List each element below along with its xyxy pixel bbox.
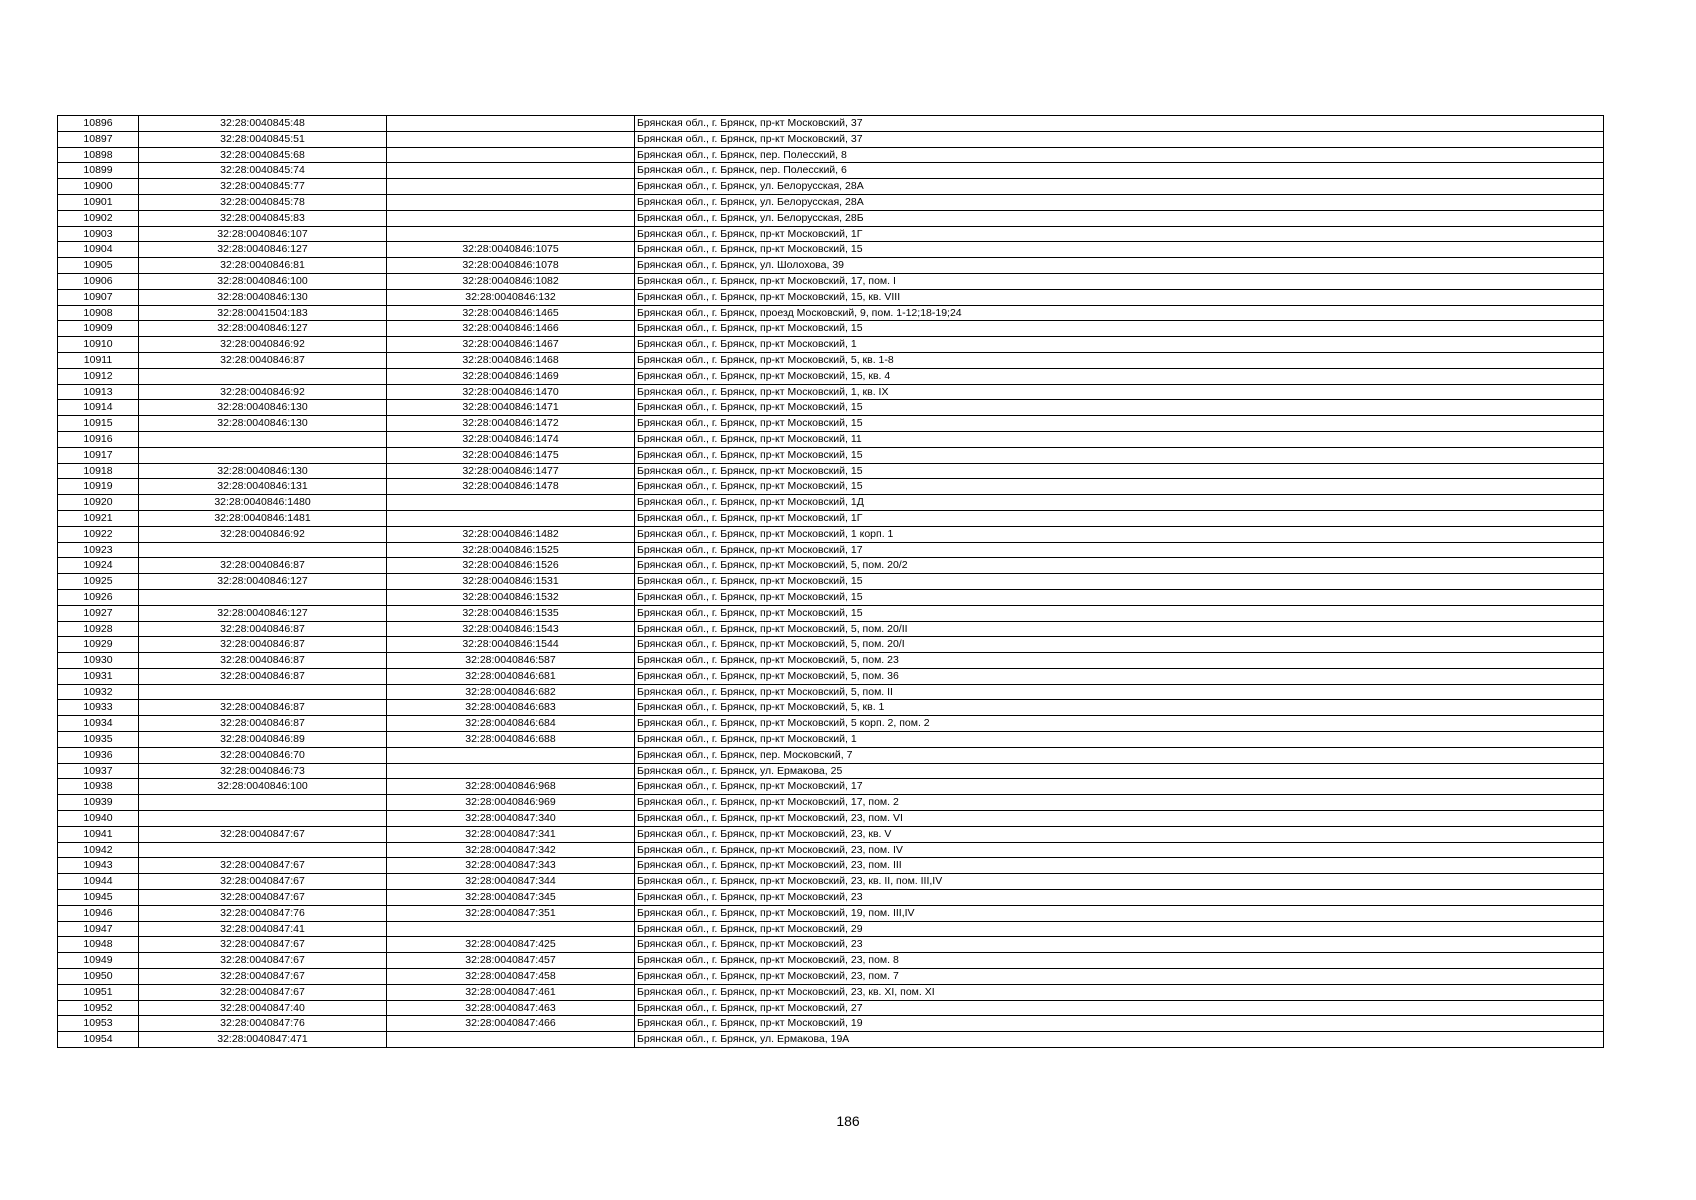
row-number-cell: 10947 <box>58 921 139 937</box>
address-cell: Брянская обл., г. Брянск, пр-кт Московский, 15 <box>635 400 1604 416</box>
land-cadastral-number-cell: 32:28:0040846:130 <box>139 400 387 416</box>
page-number: 186 <box>836 1113 860 1129</box>
address-cell: Брянская обл., г. Брянск, пр-кт Московский, 23, пом. VI <box>635 811 1604 827</box>
row-number-cell: 10939 <box>58 795 139 811</box>
object-cadastral-number-cell: 32:28:0040846:1482 <box>387 526 635 542</box>
address-cell: Брянская обл., г. Брянск, ул. Белорусская, 28Б <box>635 210 1604 226</box>
address-cell: Брянская обл., г. Брянск, пр-кт Московский, 17 <box>635 779 1604 795</box>
object-cadastral-number-cell: 32:28:0040846:1467 <box>387 337 635 353</box>
registry-table <box>57 115 1604 1048</box>
land-cadastral-number-cell: 32:28:0040846:130 <box>139 463 387 479</box>
object-cadastral-number-cell: 32:28:0040846:1468 <box>387 352 635 368</box>
row-number-cell: 10943 <box>58 858 139 874</box>
row-number-cell: 10901 <box>58 194 139 210</box>
object-cadastral-number-cell: 32:28:0040847:425 <box>387 937 635 953</box>
land-cadastral-number-cell <box>139 842 387 858</box>
table-row <box>58 653 1604 669</box>
table-row <box>58 1032 1604 1048</box>
address-cell: Брянская обл., г. Брянск, пр-кт Московский, 15 <box>635 416 1604 432</box>
row-number-cell: 10920 <box>58 495 139 511</box>
object-cadastral-number-cell <box>387 179 635 195</box>
row-number-cell: 10945 <box>58 890 139 906</box>
land-cadastral-number-cell: 32:28:0040847:67 <box>139 858 387 874</box>
table-row <box>58 621 1604 637</box>
land-cadastral-number-cell <box>139 589 387 605</box>
land-cadastral-number-cell <box>139 447 387 463</box>
table-row <box>58 400 1604 416</box>
land-cadastral-number-cell: 32:28:0040846:100 <box>139 273 387 289</box>
address-cell: Брянская обл., г. Брянск, пр-кт Московский, 15 <box>635 605 1604 621</box>
land-cadastral-number-cell: 32:28:0040846:92 <box>139 384 387 400</box>
object-cadastral-number-cell <box>387 194 635 210</box>
row-number-cell: 10898 <box>58 147 139 163</box>
land-cadastral-number-cell: 32:28:0040846:130 <box>139 416 387 432</box>
land-cadastral-number-cell <box>139 542 387 558</box>
table-row <box>58 558 1604 574</box>
object-cadastral-number-cell: 32:28:0040846:1544 <box>387 637 635 653</box>
object-cadastral-number-cell: 32:28:0040847:344 <box>387 874 635 890</box>
object-cadastral-number-cell: 32:28:0040847:463 <box>387 1000 635 1016</box>
address-cell: Брянская обл., г. Брянск, пр-кт Московский, 23, кв. XI, пом. XI <box>635 984 1604 1000</box>
address-cell: Брянская обл., г. Брянск, пр-кт Московский, 1Г <box>635 510 1604 526</box>
table-row <box>58 479 1604 495</box>
land-cadastral-number-cell: 32:28:0040847:76 <box>139 905 387 921</box>
address-cell: Брянская обл., г. Брянск, пр-кт Московский, 15, кв. VIII <box>635 289 1604 305</box>
address-cell: Брянская обл., г. Брянск, пр-кт Московский, 23, пом. III <box>635 858 1604 874</box>
table-row <box>58 226 1604 242</box>
table-row <box>58 447 1604 463</box>
table-row <box>58 684 1604 700</box>
object-cadastral-number-cell: 32:28:0040846:968 <box>387 779 635 795</box>
object-cadastral-number-cell: 32:28:0040846:1082 <box>387 273 635 289</box>
object-cadastral-number-cell: 32:28:0040846:969 <box>387 795 635 811</box>
address-cell: Брянская обл., г. Брянск, проезд Московский, 9, пом. 1-12;18-19;24 <box>635 305 1604 321</box>
land-cadastral-number-cell: 32:28:0040846:107 <box>139 226 387 242</box>
row-number-cell: 10921 <box>58 510 139 526</box>
address-cell: Брянская обл., г. Брянск, ул. Ермакова, 19А <box>635 1032 1604 1048</box>
object-cadastral-number-cell: 32:28:0040846:1531 <box>387 574 635 590</box>
address-cell: Брянская обл., г. Брянск, пр-кт Московский, 15 <box>635 463 1604 479</box>
table-row <box>58 368 1604 384</box>
land-cadastral-number-cell: 32:28:0040846:127 <box>139 605 387 621</box>
registry-table-body <box>58 116 1604 1048</box>
table-row <box>58 384 1604 400</box>
row-number-cell: 10949 <box>58 953 139 969</box>
address-cell: Брянская обл., г. Брянск, пр-кт Московский, 23, кв. V <box>635 826 1604 842</box>
land-cadastral-number-cell <box>139 795 387 811</box>
address-cell: Брянская обл., г. Брянск, пр-кт Московский, 23, пом. 7 <box>635 969 1604 985</box>
object-cadastral-number-cell: 32:28:0040846:681 <box>387 668 635 684</box>
address-cell: Брянская обл., г. Брянск, пр-кт Московский, 15 <box>635 447 1604 463</box>
land-cadastral-number-cell: 32:28:0040846:73 <box>139 763 387 779</box>
table-row <box>58 969 1604 985</box>
table-row <box>58 842 1604 858</box>
table-row <box>58 163 1604 179</box>
row-number-cell: 10954 <box>58 1032 139 1048</box>
land-cadastral-number-cell: 32:28:0040847:67 <box>139 969 387 985</box>
table-row <box>58 890 1604 906</box>
table-row <box>58 337 1604 353</box>
row-number-cell: 10931 <box>58 668 139 684</box>
land-cadastral-number-cell: 32:28:0040846:87 <box>139 352 387 368</box>
row-number-cell: 10935 <box>58 732 139 748</box>
object-cadastral-number-cell <box>387 131 635 147</box>
row-number-cell: 10948 <box>58 937 139 953</box>
table-row <box>58 542 1604 558</box>
table-row <box>58 131 1604 147</box>
object-cadastral-number-cell: 32:28:0040847:351 <box>387 905 635 921</box>
address-cell: Брянская обл., г. Брянск, пр-кт Московский, 5, кв. 1 <box>635 700 1604 716</box>
table-row <box>58 273 1604 289</box>
object-cadastral-number-cell: 32:28:0040846:1471 <box>387 400 635 416</box>
object-cadastral-number-cell: 32:28:0040846:1475 <box>387 447 635 463</box>
land-cadastral-number-cell: 32:28:0040846:131 <box>139 479 387 495</box>
land-cadastral-number-cell: 32:28:0040846:130 <box>139 289 387 305</box>
object-cadastral-number-cell: 32:28:0040846:1078 <box>387 258 635 274</box>
land-cadastral-number-cell: 32:28:0040845:48 <box>139 116 387 132</box>
table-row <box>58 905 1604 921</box>
land-cadastral-number-cell: 32:28:0040845:83 <box>139 210 387 226</box>
table-row <box>58 668 1604 684</box>
table-row <box>58 637 1604 653</box>
table-row <box>58 826 1604 842</box>
table-row <box>58 589 1604 605</box>
address-cell: Брянская обл., г. Брянск, пер. Полесский, 6 <box>635 163 1604 179</box>
land-cadastral-number-cell: 32:28:0040845:51 <box>139 131 387 147</box>
land-cadastral-number-cell: 32:28:0040847:67 <box>139 984 387 1000</box>
object-cadastral-number-cell: 32:28:0040846:587 <box>387 653 635 669</box>
row-number-cell: 10940 <box>58 811 139 827</box>
address-cell: Брянская обл., г. Брянск, пр-кт Московский, 29 <box>635 921 1604 937</box>
address-cell: Брянская обл., г. Брянск, пр-кт Московский, 37 <box>635 116 1604 132</box>
object-cadastral-number-cell: 32:28:0040847:345 <box>387 890 635 906</box>
object-cadastral-number-cell: 32:28:0040847:342 <box>387 842 635 858</box>
row-number-cell: 10950 <box>58 969 139 985</box>
row-number-cell: 10938 <box>58 779 139 795</box>
object-cadastral-number-cell <box>387 163 635 179</box>
table-row <box>58 431 1604 447</box>
land-cadastral-number-cell: 32:28:0040846:87 <box>139 558 387 574</box>
table-row <box>58 700 1604 716</box>
address-cell: Брянская обл., г. Брянск, ул. Шолохова, 39 <box>635 258 1604 274</box>
object-cadastral-number-cell: 32:28:0040846:1543 <box>387 621 635 637</box>
row-number-cell: 10944 <box>58 874 139 890</box>
row-number-cell: 10905 <box>58 258 139 274</box>
row-number-cell: 10952 <box>58 1000 139 1016</box>
row-number-cell: 10911 <box>58 352 139 368</box>
address-cell: Брянская обл., г. Брянск, ул. Белорусская, 28А <box>635 179 1604 195</box>
object-cadastral-number-cell <box>387 763 635 779</box>
address-cell: Брянская обл., г. Брянск, пер. Полесский, 8 <box>635 147 1604 163</box>
land-cadastral-number-cell: 32:28:0040847:67 <box>139 937 387 953</box>
row-number-cell: 10908 <box>58 305 139 321</box>
row-number-cell: 10907 <box>58 289 139 305</box>
row-number-cell: 10941 <box>58 826 139 842</box>
table-row <box>58 747 1604 763</box>
land-cadastral-number-cell <box>139 811 387 827</box>
object-cadastral-number-cell: 32:28:0040846:1474 <box>387 431 635 447</box>
land-cadastral-number-cell: 32:28:0040846:87 <box>139 700 387 716</box>
address-cell: Брянская обл., г. Брянск, пр-кт Московский, 15 <box>635 574 1604 590</box>
row-number-cell: 10934 <box>58 716 139 732</box>
address-cell: Брянская обл., г. Брянск, пр-кт Московский, 37 <box>635 131 1604 147</box>
object-cadastral-number-cell <box>387 116 635 132</box>
row-number-cell: 10902 <box>58 210 139 226</box>
row-number-cell: 10937 <box>58 763 139 779</box>
row-number-cell: 10926 <box>58 589 139 605</box>
table-row <box>58 258 1604 274</box>
land-cadastral-number-cell: 32:28:0040846:127 <box>139 574 387 590</box>
row-number-cell: 10906 <box>58 273 139 289</box>
address-cell: Брянская обл., г. Брянск, пер. Московский, 7 <box>635 747 1604 763</box>
row-number-cell: 10897 <box>58 131 139 147</box>
object-cadastral-number-cell: 32:28:0040846:1469 <box>387 368 635 384</box>
land-cadastral-number-cell: 32:28:0040846:1480 <box>139 495 387 511</box>
object-cadastral-number-cell: 32:28:0040846:684 <box>387 716 635 732</box>
address-cell: Брянская обл., г. Брянск, пр-кт Московский, 5, пом. 20/I <box>635 637 1604 653</box>
object-cadastral-number-cell: 32:28:0040847:343 <box>387 858 635 874</box>
address-cell: Брянская обл., г. Брянск, пр-кт Московский, 15 <box>635 321 1604 337</box>
object-cadastral-number-cell: 32:28:0040846:1532 <box>387 589 635 605</box>
table-row <box>58 495 1604 511</box>
table-row <box>58 811 1604 827</box>
table-row <box>58 953 1604 969</box>
object-cadastral-number-cell <box>387 747 635 763</box>
address-cell: Брянская обл., г. Брянск, пр-кт Московский, 15, кв. 4 <box>635 368 1604 384</box>
row-number-cell: 10923 <box>58 542 139 558</box>
land-cadastral-number-cell <box>139 431 387 447</box>
table-row <box>58 305 1604 321</box>
address-cell: Брянская обл., г. Брянск, пр-кт Московский, 5, пом. 20/II <box>635 621 1604 637</box>
land-cadastral-number-cell: 32:28:0040846:87 <box>139 637 387 653</box>
land-cadastral-number-cell <box>139 368 387 384</box>
object-cadastral-number-cell <box>387 210 635 226</box>
row-number-cell: 10899 <box>58 163 139 179</box>
land-cadastral-number-cell: 32:28:0040847:67 <box>139 890 387 906</box>
row-number-cell: 10929 <box>58 637 139 653</box>
object-cadastral-number-cell: 32:28:0040846:682 <box>387 684 635 700</box>
land-cadastral-number-cell: 32:28:0040846:127 <box>139 242 387 258</box>
address-cell: Брянская обл., г. Брянск, пр-кт Московский, 23 <box>635 890 1604 906</box>
address-cell: Брянская обл., г. Брянск, пр-кт Московский, 17 <box>635 542 1604 558</box>
address-cell: Брянская обл., г. Брянск, пр-кт Московский, 5, кв. 1-8 <box>635 352 1604 368</box>
object-cadastral-number-cell <box>387 1032 635 1048</box>
object-cadastral-number-cell: 32:28:0040846:1477 <box>387 463 635 479</box>
object-cadastral-number-cell: 32:28:0040846:1478 <box>387 479 635 495</box>
row-number-cell: 10916 <box>58 431 139 447</box>
address-cell: Брянская обл., г. Брянск, пр-кт Московский, 15 <box>635 479 1604 495</box>
row-number-cell: 10930 <box>58 653 139 669</box>
land-cadastral-number-cell <box>139 684 387 700</box>
table-row <box>58 352 1604 368</box>
row-number-cell: 10904 <box>58 242 139 258</box>
land-cadastral-number-cell: 32:28:0040847:471 <box>139 1032 387 1048</box>
address-cell: Брянская обл., г. Брянск, пр-кт Московский, 17, пом. 2 <box>635 795 1604 811</box>
table-row <box>58 194 1604 210</box>
row-number-cell: 10903 <box>58 226 139 242</box>
land-cadastral-number-cell: 32:28:0040846:87 <box>139 653 387 669</box>
address-cell: Брянская обл., г. Брянск, пр-кт Московский, 23, пом. IV <box>635 842 1604 858</box>
address-cell: Брянская обл., г. Брянск, пр-кт Московский, 19, пом. III,IV <box>635 905 1604 921</box>
land-cadastral-number-cell: 32:28:0040846:87 <box>139 621 387 637</box>
object-cadastral-number-cell: 32:28:0040847:461 <box>387 984 635 1000</box>
object-cadastral-number-cell: 32:28:0040847:341 <box>387 826 635 842</box>
land-cadastral-number-cell: 32:28:0041504:183 <box>139 305 387 321</box>
address-cell: Брянская обл., г. Брянск, пр-кт Московский, 17, пом. I <box>635 273 1604 289</box>
land-cadastral-number-cell: 32:28:0040846:1481 <box>139 510 387 526</box>
address-cell: Брянская обл., г. Брянск, пр-кт Московский, 19 <box>635 1016 1604 1032</box>
object-cadastral-number-cell: 32:28:0040846:1525 <box>387 542 635 558</box>
object-cadastral-number-cell: 32:28:0040846:1465 <box>387 305 635 321</box>
land-cadastral-number-cell: 32:28:0040847:40 <box>139 1000 387 1016</box>
row-number-cell: 10936 <box>58 747 139 763</box>
address-cell: Брянская обл., г. Брянск, пр-кт Московский, 15 <box>635 242 1604 258</box>
address-cell: Брянская обл., г. Брянск, ул. Белорусская, 28А <box>635 194 1604 210</box>
table-row <box>58 874 1604 890</box>
table-row <box>58 289 1604 305</box>
row-number-cell: 10909 <box>58 321 139 337</box>
land-cadastral-number-cell: 32:28:0040846:92 <box>139 337 387 353</box>
address-cell: Брянская обл., г. Брянск, пр-кт Московский, 1Г <box>635 226 1604 242</box>
land-cadastral-number-cell: 32:28:0040847:41 <box>139 921 387 937</box>
table-row <box>58 242 1604 258</box>
address-cell: Брянская обл., г. Брянск, ул. Ермакова, 25 <box>635 763 1604 779</box>
object-cadastral-number-cell: 32:28:0040847:466 <box>387 1016 635 1032</box>
table-row <box>58 574 1604 590</box>
land-cadastral-number-cell: 32:28:0040846:87 <box>139 668 387 684</box>
object-cadastral-number-cell <box>387 226 635 242</box>
table-row <box>58 1016 1604 1032</box>
address-cell: Брянская обл., г. Брянск, пр-кт Московский, 27 <box>635 1000 1604 1016</box>
table-row <box>58 1000 1604 1016</box>
row-number-cell: 10933 <box>58 700 139 716</box>
address-cell: Брянская обл., г. Брянск, пр-кт Московский, 15 <box>635 589 1604 605</box>
land-cadastral-number-cell: 32:28:0040846:87 <box>139 716 387 732</box>
object-cadastral-number-cell: 32:28:0040847:340 <box>387 811 635 827</box>
table-row <box>58 463 1604 479</box>
land-cadastral-number-cell: 32:28:0040847:76 <box>139 1016 387 1032</box>
table-row <box>58 795 1604 811</box>
row-number-cell: 10900 <box>58 179 139 195</box>
address-cell: Брянская обл., г. Брянск, пр-кт Московский, 1 корп. 1 <box>635 526 1604 542</box>
row-number-cell: 10912 <box>58 368 139 384</box>
table-row <box>58 779 1604 795</box>
land-cadastral-number-cell: 32:28:0040845:68 <box>139 147 387 163</box>
object-cadastral-number-cell: 32:28:0040846:683 <box>387 700 635 716</box>
object-cadastral-number-cell: 32:28:0040846:1470 <box>387 384 635 400</box>
object-cadastral-number-cell: 32:28:0040846:1535 <box>387 605 635 621</box>
land-cadastral-number-cell: 32:28:0040845:74 <box>139 163 387 179</box>
row-number-cell: 10946 <box>58 905 139 921</box>
table-row <box>58 510 1604 526</box>
table-row <box>58 526 1604 542</box>
address-cell: Брянская обл., г. Брянск, пр-кт Московский, 1Д <box>635 495 1604 511</box>
address-cell: Брянская обл., г. Брянск, пр-кт Московский, 5, пом. 20/2 <box>635 558 1604 574</box>
land-cadastral-number-cell: 32:28:0040847:67 <box>139 826 387 842</box>
table-row <box>58 416 1604 432</box>
land-cadastral-number-cell: 32:28:0040846:127 <box>139 321 387 337</box>
land-cadastral-number-cell: 32:28:0040846:81 <box>139 258 387 274</box>
address-cell: Брянская обл., г. Брянск, пр-кт Московский, 23, кв. II, пом. III,IV <box>635 874 1604 890</box>
row-number-cell: 10910 <box>58 337 139 353</box>
object-cadastral-number-cell: 32:28:0040846:1526 <box>387 558 635 574</box>
row-number-cell: 10918 <box>58 463 139 479</box>
land-cadastral-number-cell: 32:28:0040846:92 <box>139 526 387 542</box>
object-cadastral-number-cell: 32:28:0040846:1466 <box>387 321 635 337</box>
address-cell: Брянская обл., г. Брянск, пр-кт Московский, 5 корп. 2, пом. 2 <box>635 716 1604 732</box>
address-cell: Брянская обл., г. Брянск, пр-кт Московский, 5, пом. 36 <box>635 668 1604 684</box>
table-row <box>58 984 1604 1000</box>
table-row <box>58 716 1604 732</box>
row-number-cell: 10896 <box>58 116 139 132</box>
row-number-cell: 10925 <box>58 574 139 590</box>
table-row <box>58 763 1604 779</box>
object-cadastral-number-cell: 32:28:0040847:458 <box>387 969 635 985</box>
table-row <box>58 732 1604 748</box>
table-row <box>58 321 1604 337</box>
table-row <box>58 937 1604 953</box>
land-cadastral-number-cell: 32:28:0040846:100 <box>139 779 387 795</box>
table-row <box>58 147 1604 163</box>
object-cadastral-number-cell <box>387 495 635 511</box>
row-number-cell: 10919 <box>58 479 139 495</box>
object-cadastral-number-cell: 32:28:0040846:132 <box>387 289 635 305</box>
row-number-cell: 10913 <box>58 384 139 400</box>
row-number-cell: 10928 <box>58 621 139 637</box>
row-number-cell: 10932 <box>58 684 139 700</box>
address-cell: Брянская обл., г. Брянск, пр-кт Московский, 23, пом. 8 <box>635 953 1604 969</box>
row-number-cell: 10917 <box>58 447 139 463</box>
row-number-cell: 10922 <box>58 526 139 542</box>
address-cell: Брянская обл., г. Брянск, пр-кт Московский, 5, пом. II <box>635 684 1604 700</box>
land-cadastral-number-cell: 32:28:0040846:89 <box>139 732 387 748</box>
row-number-cell: 10927 <box>58 605 139 621</box>
table-row <box>58 179 1604 195</box>
row-number-cell: 10915 <box>58 416 139 432</box>
land-cadastral-number-cell: 32:28:0040847:67 <box>139 874 387 890</box>
object-cadastral-number-cell: 32:28:0040846:688 <box>387 732 635 748</box>
row-number-cell: 10953 <box>58 1016 139 1032</box>
land-cadastral-number-cell: 32:28:0040845:77 <box>139 179 387 195</box>
address-cell: Брянская обл., г. Брянск, пр-кт Московский, 1 <box>635 337 1604 353</box>
address-cell: Брянская обл., г. Брянск, пр-кт Московский, 5, пом. 23 <box>635 653 1604 669</box>
object-cadastral-number-cell: 32:28:0040846:1075 <box>387 242 635 258</box>
row-number-cell: 10951 <box>58 984 139 1000</box>
row-number-cell: 10942 <box>58 842 139 858</box>
table-row <box>58 605 1604 621</box>
object-cadastral-number-cell: 32:28:0040846:1472 <box>387 416 635 432</box>
land-cadastral-number-cell: 32:28:0040846:70 <box>139 747 387 763</box>
table-row <box>58 116 1604 132</box>
address-cell: Брянская обл., г. Брянск, пр-кт Московский, 23 <box>635 937 1604 953</box>
row-number-cell: 10924 <box>58 558 139 574</box>
land-cadastral-number-cell: 32:28:0040845:78 <box>139 194 387 210</box>
object-cadastral-number-cell <box>387 147 635 163</box>
table-row <box>58 921 1604 937</box>
object-cadastral-number-cell <box>387 921 635 937</box>
object-cadastral-number-cell: 32:28:0040847:457 <box>387 953 635 969</box>
address-cell: Брянская обл., г. Брянск, пр-кт Московский, 1 <box>635 732 1604 748</box>
address-cell: Брянская обл., г. Брянск, пр-кт Московский, 11 <box>635 431 1604 447</box>
table-row <box>58 858 1604 874</box>
table-row <box>58 210 1604 226</box>
land-cadastral-number-cell: 32:28:0040847:67 <box>139 953 387 969</box>
row-number-cell: 10914 <box>58 400 139 416</box>
object-cadastral-number-cell <box>387 510 635 526</box>
address-cell: Брянская обл., г. Брянск, пр-кт Московский, 1, кв. IX <box>635 384 1604 400</box>
